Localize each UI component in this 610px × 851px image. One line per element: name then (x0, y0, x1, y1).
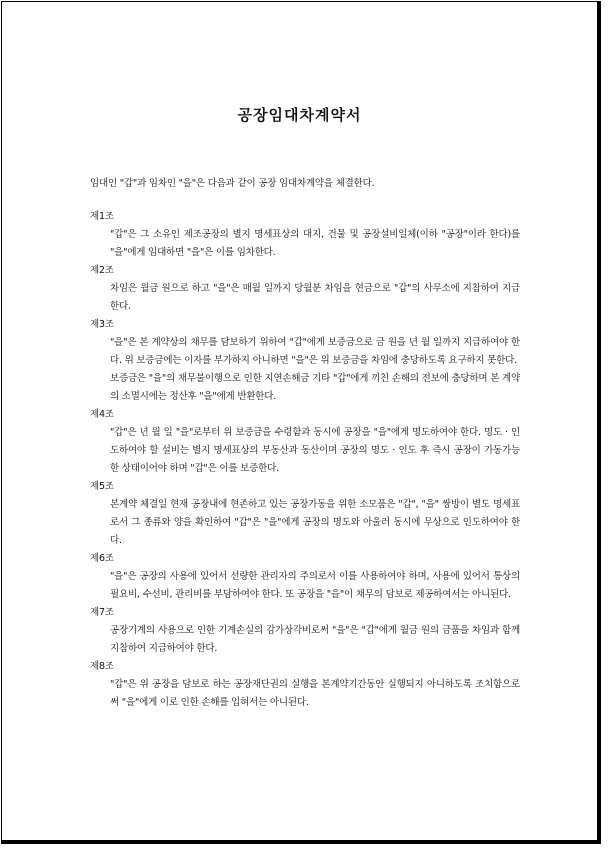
article-8 (90, 658, 520, 712)
article-heading: 제3조 (90, 319, 114, 330)
intro-paragraph: 임대인 "갑"과 임차인 "을"은 다음과 같이 공장 임대차계약을 체결한다. (90, 178, 375, 189)
article-heading: 제1조 (90, 211, 114, 222)
article-paragraph: 본계약 체결일 현재 공장내에 현존하고 있는 공장가동을 위한 소모품은 "갑", "을" 쌍방이 별도 명세표로서 그 종류와 양을 확인하여 "갑"은 "을"에게 공장의 명도와 아울러 동시에 무상으로 인도하여야 한다. (110, 499, 520, 546)
article-7 (90, 604, 520, 658)
article-paragraph: 차임은 월금 원으로 하고 "을"은 매월 일까지 당월분 차임을 현금으로 "갑"의 사무소에 지참하여 지급한다. (110, 283, 520, 312)
article-2 (90, 262, 520, 316)
article-5 (90, 478, 520, 550)
article-paragraph: 공장기계의 사용으로 인한 기계손실의 감가상각비로써 "을"은 "갑"에게 월금 원의 금품을 차임과 함께 지참하여 지급하여야 한다. (110, 625, 520, 654)
article-heading: 제2조 (90, 265, 114, 276)
articles-body (90, 208, 520, 712)
article-6 (90, 550, 520, 604)
article-heading: 제5조 (90, 481, 114, 492)
document-page (1, 1, 601, 844)
page-title: 공장임대차계약서 (237, 106, 362, 124)
article-paragraph: "갑"은 년 월 일 "을"로부터 위 보증금을 수령함과 동시에 공장을 "을"에게 명도하여야 한다. 명도 · 인도하여야 할 설비는 별지 명세표상의 부동산과 동산이며 공장의 명도 · 인도 후 즉시 공장이 가동가능 한 상태이어야 하며 "갑"은 이를 보증한다. (110, 427, 520, 474)
article-3 (90, 316, 520, 406)
article-4 (90, 406, 520, 478)
article-heading: 제8조 (90, 661, 114, 672)
article-paragraph: "갑"은 그 소유인 제조공장의 별지 명세표상의 대지, 건물 및 공장설비일체(이하 "공장"이라 한다)를 "을"에게 임대하면 "을"은 이를 임차한다. (110, 229, 520, 258)
article-paragraph: "갑"은 위 공장을 담보로 하는 공장재단권의 실행을 본계약기간동안 실행되지 아니하도록 조치함으로써 "을"에게 이로 인한 손해를 입혀서는 아니된다. (110, 679, 520, 708)
article-heading: 제4조 (90, 409, 114, 420)
article-paragraph: 보증금은 "을"의 채무불이행으로 인한 지연손해금 기타 "갑"에게 끼친 손해의 전보에 충당하며 본 계약의 소멸시에는 정산후 "을"에게 반환한다. (110, 373, 520, 402)
article-heading: 제7조 (90, 607, 114, 618)
article-paragraph: "을"은 본 계약상의 채무를 담보하기 위하여 "갑"에게 보증금으로 금 원을 년 월 일까지 지급하여야 한다. 위 보증금에는 이자를 부가하지 아니하면 "을"은 위 보증금을 차임에 충당하도록 요구하지 못한다. (110, 337, 520, 366)
article-paragraph: "을"은 공장의 사용에 있어서 선량한 관리자의 주의로서 이를 사용하여야 하며, 사용에 있어서 통상의 필요비, 수선비, 관리비를 부담하여야 한다. 또 공장을 "을"이 채무의 담보로 제공하여서는 아니된다. (110, 571, 520, 600)
article-1 (90, 208, 520, 262)
article-heading: 제6조 (90, 553, 114, 564)
